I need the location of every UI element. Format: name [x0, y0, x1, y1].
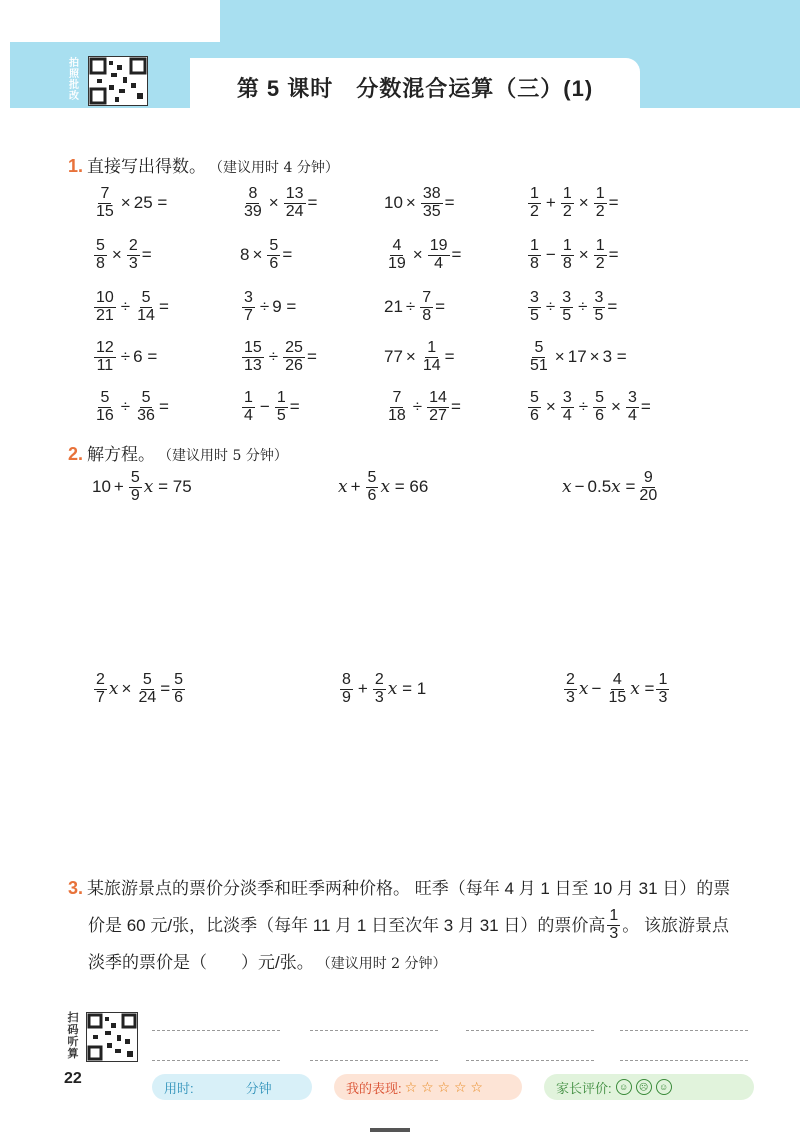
smile-face-icon[interactable]: ☺	[616, 1079, 632, 1095]
answer-line[interactable]	[152, 1030, 280, 1031]
q1-item-8: 1 8 − $\frac{1}{8}$ × $\frac{1}{2}$ =	[530, 237, 619, 272]
q1-item-11: 21 ÷ $\frac{7}{8}$ =	[384, 289, 446, 324]
qr-code-bottom[interactable]	[86, 1012, 138, 1062]
answer-line[interactable]	[310, 1060, 438, 1061]
q2-number: 2.	[68, 444, 84, 464]
q2-heading	[68, 440, 288, 465]
time-used-pill	[152, 1074, 312, 1100]
q1-item-1: $\frac{7}{15}$ × 25 =	[96, 185, 168, 220]
q1-item-2: $\frac{8}{39}$ × $\frac{13}{24}$ =	[244, 185, 318, 220]
q1-item-16: $\frac{5}{51}$ × 17 × 3 =	[530, 339, 627, 374]
qr-code-top[interactable]	[88, 56, 148, 106]
q1-item-12: $\frac{3}{5}$ ÷ $\frac{3}{5}$ ÷ $\frac{3}{5}$ =	[530, 289, 618, 324]
parent-evaluation-pill	[544, 1074, 754, 1100]
parent-label: 家长评价:	[556, 1080, 612, 1096]
q1-item-17: $\frac{5}{16}$ ÷ $\frac{5}{36}$ =	[96, 389, 169, 424]
q3-text-3a: 淡季的票价是（ ）元/张。	[88, 953, 314, 972]
q3-text-2a: 价是 60 元/张，比淡季（每年 11 月 1 日至次年 3 月 31 日）的票价高	[88, 916, 606, 935]
answer-line[interactable]	[466, 1060, 594, 1061]
q1-title: 直接写出得数。	[87, 157, 207, 176]
q2-hint: （建议用时 5 分钟）	[165, 448, 288, 464]
bottom-page-mark	[370, 1128, 410, 1132]
my-performance-pill	[334, 1074, 522, 1100]
q1-item-20: $\frac{5}{6}$ × $\frac{3}{4}$ ÷ $\frac{5}{6}$ × $\frac{3}{4}$ =	[530, 389, 651, 424]
q1-number: 1.	[68, 156, 84, 176]
q1-item-7: $\frac{4}{19}$ × $\frac{19}{4}$ =	[388, 237, 462, 272]
q1-item-14: $\frac{15}{13}$ ÷ $\frac{25}{26}$ =	[244, 339, 317, 374]
performance-label: 我的表现:	[346, 1080, 402, 1096]
q1-heading	[68, 152, 339, 177]
happy-face-icon[interactable]: ☺	[656, 1079, 672, 1095]
time-unit: 分钟	[245, 1080, 272, 1096]
time-label: 用时:	[164, 1080, 194, 1096]
star-rating-icon[interactable]: ☆ ☆ ☆ ☆ ☆	[404, 1078, 483, 1095]
header-band-cut	[0, 0, 220, 42]
neutral-face-icon[interactable]: ☹	[636, 1079, 652, 1095]
q3-line-2	[68, 907, 758, 944]
page-number: 22	[64, 1070, 82, 1087]
q1-item-5: $\frac{5}{8}$ × $\frac{2}{3}$ =	[96, 237, 152, 272]
q1-item-6: 8 × $\frac{5}{6}$ =	[240, 237, 293, 272]
q1-hint: （建议用时 4 分钟）	[216, 160, 339, 176]
q2-title: 解方程。	[87, 445, 156, 464]
q2-equation-5: 8 9 + $\frac{2}{3}$ x = 1	[342, 671, 427, 706]
q3-frac-num: 1	[609, 907, 619, 925]
q3-line-3	[68, 944, 758, 983]
q3-frac-den: 3	[609, 925, 619, 942]
answer-line[interactable]	[466, 1030, 594, 1031]
q2-equation-1: 10 + $\frac{5}{9}$ x = 75	[92, 469, 192, 504]
q2-equation-4: 2 7 x × $\frac{5}{24}$ = 5 6	[96, 671, 184, 706]
q3-hint: （建议用时 2 分钟）	[323, 956, 447, 972]
q3-block	[68, 870, 758, 983]
q1-item-3: 10 × $\frac{38}{35}$ =	[384, 185, 455, 220]
q1-item-10: $\frac{3}{7}$ ÷ 9 =	[244, 289, 297, 324]
q3-line-1	[68, 870, 758, 907]
answer-line[interactable]	[152, 1060, 280, 1061]
q1-item-19: $\frac{7}{18}$ ÷ $\frac{14}{27}$ =	[388, 389, 461, 424]
header-band-side	[0, 42, 10, 108]
photo-correct-tag: 拍照批改	[69, 58, 79, 102]
q2-equation-6: 2 3 x − $\frac{4}{15}$ x = 1 3	[566, 671, 668, 706]
scan-listen-label: 扫码听算	[67, 1012, 79, 1060]
q1-item-9: $\frac{10}{21}$ ÷ $\frac{5}{14}$ =	[96, 289, 169, 324]
q2-equation-3: x − 0.5 x = 9 20	[562, 469, 658, 504]
answer-line[interactable]	[620, 1060, 748, 1061]
q1-item-15: 77 × $\frac{1}{14}$ =	[384, 339, 455, 374]
q1-item-13: $\frac{12}{11}$ ÷ 6 =	[96, 339, 158, 374]
page-title: 第 5 课时 分数混合运算（三）(1)	[236, 76, 594, 101]
q1-item-18: 1 4 − $\frac{1}{5}$ =	[244, 389, 300, 424]
q2-equation-2: x + $\frac{5}{6}$ x = 66	[338, 469, 429, 504]
answer-line[interactable]	[620, 1030, 748, 1031]
q1-item-4: 1 2 + $\frac{1}{2}$ × $\frac{1}{2}$ =	[530, 185, 619, 220]
q3-text-1: 某旅游景点的票价分淡季和旺季两种价格。 旺季（每年 4 月 1 日至 10 月 31 日）的票	[87, 879, 731, 898]
q3-number: 3.	[68, 878, 84, 898]
answer-line[interactable]	[310, 1030, 438, 1031]
q3-text-2b: 。 该旅游景点	[622, 916, 729, 935]
